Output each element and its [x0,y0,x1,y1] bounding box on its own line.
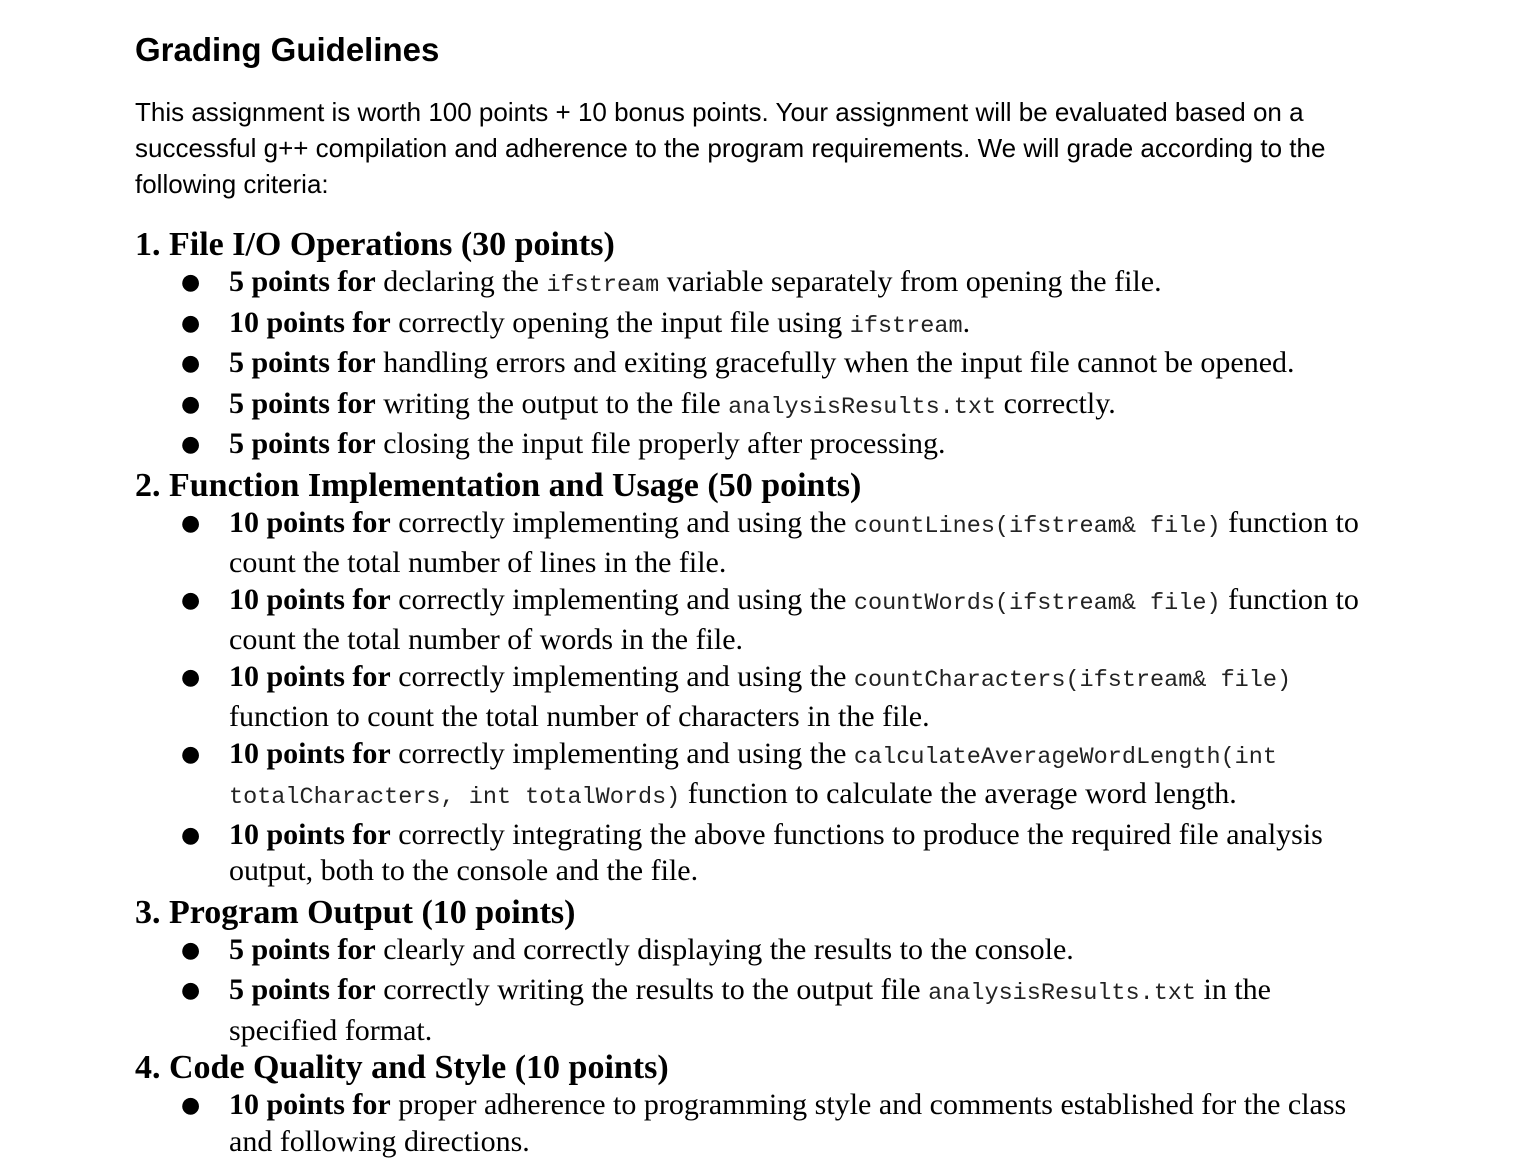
criterion-points: 5 points for [229,265,376,298]
criterion-item [135,305,1379,346]
bullet-icon: ● [181,741,201,767]
criterion-code: countCharacters(ifstream& file) [853,666,1292,694]
criterion-text-after: . [962,305,971,339]
criterion-text: closing the input file properly after processing. [375,427,946,460]
page-title: Grading Guidelines [135,31,440,68]
bullet-icon: ● [181,937,201,963]
criterion-text: writing the output to the file [375,386,729,420]
criterion-text: correctly implementing and using the [390,659,854,693]
criterion-item [135,345,1379,386]
criterion-code: calculateAverageWordLength(int totalCharacters, int totalWords) [229,743,1277,811]
criterion-text-after: function to count the total number of lines in the file. [229,505,1359,579]
criterion-code: analysisResults.txt [728,393,997,421]
criterion-code: countWords(ifstream& file) [853,589,1221,617]
bullet-icon: ● [181,351,201,376]
criterion-points: 10 points for [229,505,391,539]
bullet-icon: ● [181,391,201,417]
criterion-points: 5 points for [229,346,376,379]
criterion-text: correctly opening the input file using [390,305,850,339]
bullet-icon: ● [181,310,201,336]
criterion-text: correctly implementing and using the [390,582,854,616]
bullet-icon: ● [181,1093,201,1118]
bullet-icon: ● [181,664,201,690]
bullet-icon: ● [181,510,201,536]
criterion-item [135,505,1379,582]
bullet-icon: ● [181,432,201,457]
criterion-text-after: in the specified format. [229,973,1272,1047]
criterion-points: 10 points for [229,659,391,693]
criterion-points: 10 points for [229,582,391,616]
criterion-text: handling errors and exiting gracefully when the input file cannot be opened. [375,346,1295,379]
criterion-points: 5 points for [229,973,376,1006]
criterion-text: correctly implementing and using the [390,736,854,770]
section-code-quality [135,1049,1385,1164]
criterion-points: 10 points for [229,1088,391,1121]
criterion-text: clearly and correctly displaying the results to the console. [375,932,1074,966]
criterion-points: 5 points for [229,386,376,420]
criterion-text: proper adherence to programming style and comments established for the class and following directions. [229,1088,1347,1158]
criterion-text: declaring the [375,265,547,298]
criterion-item [135,817,1379,894]
criterion-code: ifstream [546,272,660,299]
criterion-item [135,582,1379,659]
criterion-item [135,659,1379,736]
criterion-text-after: correctly. [996,386,1116,420]
criterion-points: 5 points for [229,932,376,966]
intro-paragraph: This assignment is worth 100 points + 10 bonus points. Your assignment will be evaluated based on a successful g++ compilation and adherence to the program requirements. We will grade according to the following criteria: [135,97,1326,199]
criterion-item [135,264,1379,305]
criterion-item [135,1087,1379,1164]
bullet-icon: ● [181,978,201,1003]
criterion-item [135,736,1379,817]
section-heading: 4. Code Quality and Style (10 points) [135,1049,669,1086]
criterion-text-after: function to count the total number of characters in the file. [229,700,930,733]
criterion-code: ifstream [849,312,963,340]
criterion-text: correctly writing the results to the output file [375,973,929,1006]
criterion-item [135,972,1379,1049]
criterion-text: correctly integrating the above functions to produce the required file analysis output, both to the console and the file. [229,817,1323,887]
criteria-list [135,505,1385,894]
criterion-text: correctly implementing and using the [390,505,854,539]
section-file-io [135,226,1385,467]
bullet-icon: ● [181,270,201,295]
criterion-text-after: function to count the total number of words in the file. [229,582,1359,656]
document-page [135,30,1385,1164]
section-heading: 2. Function Implementation and Usage (50 points) [135,466,862,504]
criterion-text-after: function to calculate the average word length. [680,777,1237,810]
criterion-code: countLines(ifstream& file) [853,512,1221,540]
criterion-points: 10 points for [229,817,391,851]
criteria-list [135,932,1385,1050]
criterion-item [135,426,1379,467]
section-function-implementation [135,467,1385,894]
criterion-code: analysisResults.txt [928,980,1197,1007]
bullet-icon: ● [181,822,201,848]
criteria-list [135,1087,1385,1164]
criteria-list [135,264,1385,467]
section-heading: 1. File I/O Operations (30 points) [135,226,615,263]
criterion-item [135,932,1379,973]
section-program-output [135,894,1385,1050]
criterion-points: 10 points for [229,736,391,770]
criterion-item [135,386,1379,427]
criterion-text-after: variable separately from opening the file. [659,265,1162,298]
bullet-icon: ● [181,587,201,613]
criterion-points: 10 points for [229,305,391,339]
section-heading: 3. Program Output (10 points) [135,893,576,931]
criterion-points: 5 points for [229,427,376,460]
